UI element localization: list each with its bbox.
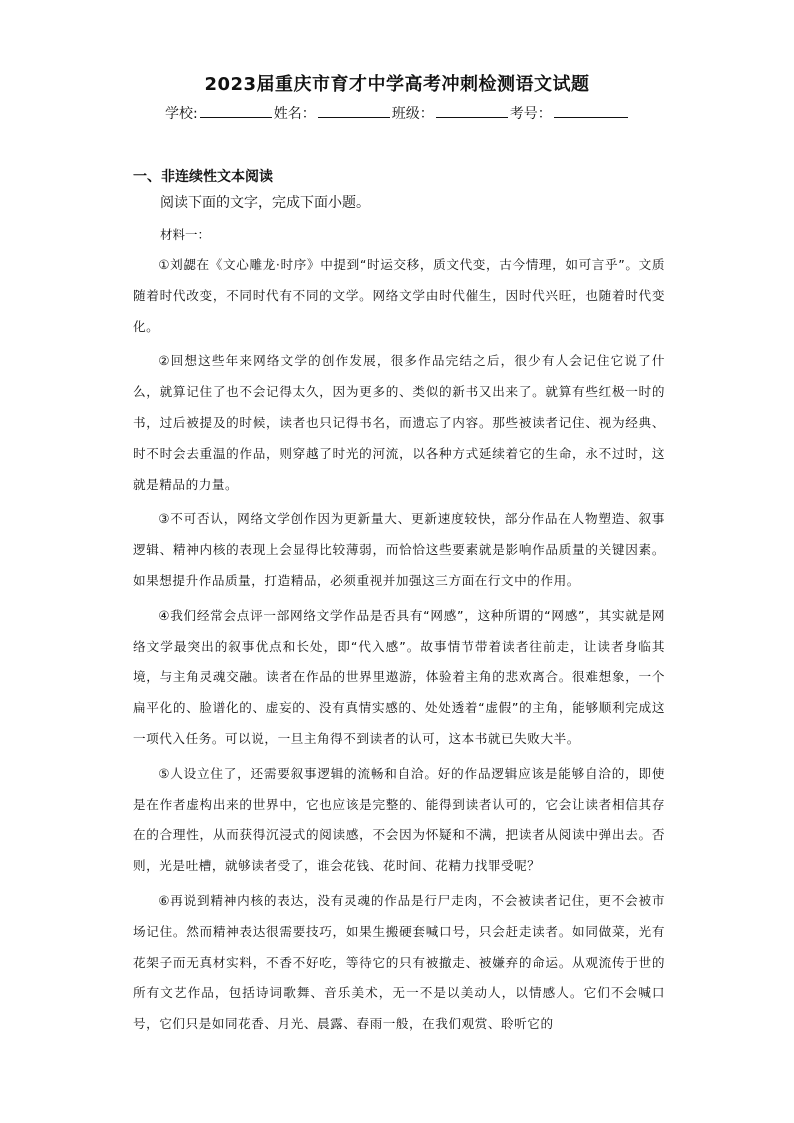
paragraph: ②回想这些年来网络文学的创作发展，很多作品完结之后，很少有人会记住它说了什么，就算记住了也不会记得太久，因为更多的、类似的新书又出来了。就算有些红极一时的书，过后被提及的时候，读者也只记得书名，而遗忘了内容。那些被读者记住、视为经典、时不时会去重温的作品，则穿越了时光的河流，以各种方式延续着它的生命，永不过时，这就是精品的力量。	[133, 353, 665, 492]
paragraph: ⑤人设立住了，还需要叙事逻辑的流畅和自洽。好的作品逻辑应该是能够自洽的，即使是在作者虚构出来的世界中，它也应该是完整的、能得到读者认可的，它会让读者相信其存在的合理性，从而获得沉浸式的阅读感，不会因为怀疑和不满，把读者从阅读中弹出去。否则，光是吐槽，就够读者受了，谁会花钱、花时间、花精力找罪受呢？	[133, 765, 665, 874]
paragraph: ①刘勰在《文心雕龙·时序》中提到“时运交移，质文代变，古今情理，如可言乎”。文质随着时代改变，不同时代有不同的文学。网络文学由时代催生，因时代兴旺，也随着时代变化。	[133, 257, 665, 334]
school-blank	[200, 104, 272, 118]
section-heading: 一、非连续性文本阅读	[133, 169, 273, 185]
exam-no-blank	[554, 104, 628, 118]
class-label: 班级：	[391, 106, 434, 122]
school-label: 学校:	[165, 106, 198, 122]
passage-body	[133, 250, 665, 1044]
student-info-line	[165, 103, 630, 123]
paragraph: ④我们经常会点评一部网络文学作品是否具有“网感”，这种所谓的“网感”，其实就是网络文学最突出的叙事优点和长处，即“代入感”。故事情节带着读者往前走，让读者身临其境，与主角灵魂交融。读者在作品的世界里遨游，体验着主角的悲欢离合。很难想象，一个扁平化的、脸谱化的、虚妄的、没有真情实感的、处处透着“虚假”的主角，能够顺利完成这一项代入任务。可以说，一旦主角得不到读者的认可，这本书就已失败大半。	[133, 607, 665, 746]
exam-no-label: 考号：	[509, 106, 552, 122]
instruction-text: 阅读下面的文字，完成下面小题。	[160, 195, 370, 211]
name-blank	[318, 104, 390, 118]
paragraph: ③不可否认，网络文学创作因为更新量大、更新速度较快，部分作品在人物塑造、叙事逻辑、精神内核的表现上会显得比较薄弱，而恰恰这些要素就是影响作品质量的关键因素。如果想提升作品质量，打造精品，必须重视并加强这三方面在行文中的作用。	[133, 511, 665, 588]
material-label: 材料一：	[160, 227, 211, 242]
paragraph: ⑥再说到精神内核的表达，没有灵魂的作品是行尸走肉，不会被读者记住，更不会被市场记住。然而精神表达很需要技巧，如果生搬硬套喊口号，只会赶走读者。如同做菜，光有花架子而无真材实料，不香不好吃，等待它的只有被撤走、被嫌弃的命运。从观流传于世的所有文艺作品，包括诗词歌舞、音乐美术，无一不是以美动人，以情感人。它们不会喊口号，它们只是如同花香、月光、晨露、春雨一般，在我们观赏、聆听它的	[133, 892, 665, 1032]
class-blank	[436, 104, 508, 118]
name-label: 姓名：	[273, 106, 316, 122]
exam-title: 2023届重庆市育才中学高考冲刺检测语文试题	[204, 74, 590, 95]
